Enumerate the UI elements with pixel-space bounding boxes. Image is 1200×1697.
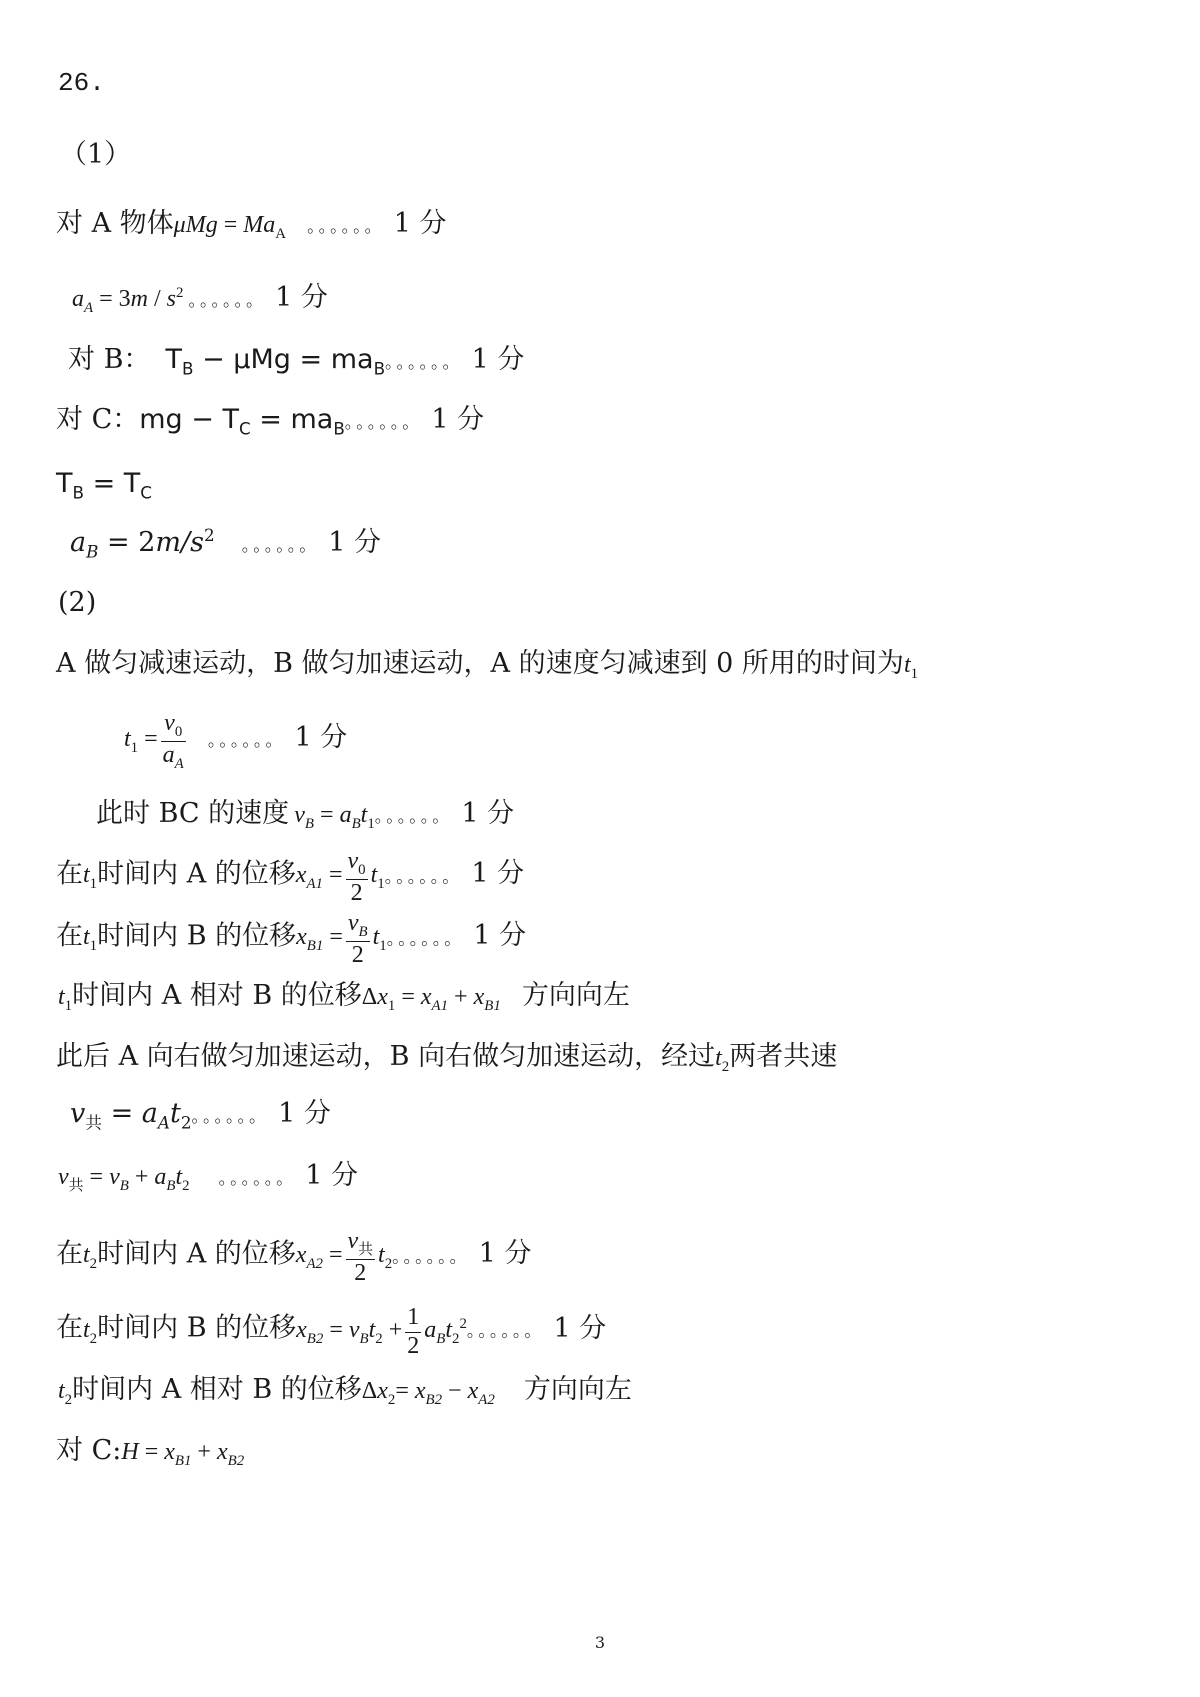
score: 1 分 xyxy=(294,721,348,753)
equation: $x_{A1}$ = xyxy=(295,862,343,893)
eq-line-xa2 xyxy=(56,1228,532,1287)
eq-line-b-force xyxy=(68,346,524,377)
equation: $v_B = a_Bt_1$ xyxy=(294,802,375,832)
equation: $x_{B1}$ = xyxy=(296,924,343,955)
line-label: 此时 BC 的速度 xyxy=(96,798,290,829)
score: 1 分 xyxy=(461,798,515,829)
eq-line-dx1 xyxy=(58,982,630,1014)
eq-line-xb2 xyxy=(56,1304,606,1360)
eq-line-a-force xyxy=(56,210,446,242)
eq-line-ab xyxy=(70,527,381,560)
equation-tail: $a_Bt_2^2$ xyxy=(424,1315,467,1347)
fraction: $\frac{1}{2}$ xyxy=(407,1304,420,1359)
score: 1 分 xyxy=(305,1160,359,1191)
equation: $v_共 = a_At_2$ xyxy=(70,1098,192,1133)
line-label: 时间内 A 相对 B 的位移 xyxy=(72,1374,362,1405)
fraction: $\frac{v_共}{2}$ xyxy=(347,1228,374,1286)
t2-symbol: $t_2$ xyxy=(83,1316,98,1347)
eq-line-tension-equal xyxy=(56,470,152,501)
eq-line-vgong-2 xyxy=(58,1162,358,1194)
equation-tail: $t_1$ xyxy=(372,924,387,955)
intro-text: A 做匀减速运动，B 做匀加速运动，A 的速度匀减速到 0 所用的时间为 xyxy=(56,648,904,679)
equation: mg − $T_C = ma_B$ xyxy=(139,404,345,439)
dots: 。。。。。。 xyxy=(191,1107,270,1127)
score: 1 分 xyxy=(553,1312,607,1344)
equation-tail: $t_1$ xyxy=(370,862,385,893)
score: 1 分 xyxy=(275,282,328,313)
dots: 。。。。。。 xyxy=(466,1321,545,1342)
eq-line-vgong-1 xyxy=(70,1100,331,1131)
line-label: 两者共速 xyxy=(729,1041,838,1072)
line-label: 在 xyxy=(56,920,83,952)
equation: $v_共 = v_B + a_Bt_2$ xyxy=(58,1164,190,1194)
line-label: 在 xyxy=(56,1312,83,1344)
t1-symbol: $t_1$ xyxy=(83,862,98,893)
eq-line-h xyxy=(56,1437,244,1469)
dots: 。。。。。。 xyxy=(188,291,267,311)
dots: 。。。。。。 xyxy=(384,867,463,888)
t1-symbol: $t_1$ xyxy=(903,652,919,682)
eq-line-dx2 xyxy=(58,1376,632,1408)
eq-line-t1 xyxy=(124,710,347,773)
equation: $\mu Mg = Ma_A$ xyxy=(173,212,287,242)
line-label: 时间内 B 的位移 xyxy=(97,1312,297,1344)
equation-tail: $t_2$ xyxy=(378,1242,393,1273)
dots: 。。。。。。 xyxy=(218,1169,297,1189)
equation: $x_{A2}$ = xyxy=(295,1242,343,1273)
line-label: 在 xyxy=(56,1238,83,1270)
dots: 。。。。。。 xyxy=(344,413,423,433)
line-label: 此后 A 向右做匀加速运动，B 向右做匀加速运动，经过 xyxy=(56,1041,716,1072)
score: 1 分 xyxy=(471,344,525,375)
score: 1 分 xyxy=(278,1098,331,1129)
dots: 。。。。。。 xyxy=(374,807,453,827)
part-1-label: （1） xyxy=(60,139,132,170)
dots: 。。。。。。 xyxy=(207,730,286,751)
equation: $T_B - \mu Mg = ma_B$ xyxy=(165,344,386,379)
line-label: 在 xyxy=(56,858,83,890)
score: 1 分 xyxy=(478,1238,532,1270)
line-label: 对 C： xyxy=(56,404,140,435)
fraction: $\frac{v_0}{a_A}$ xyxy=(162,710,184,772)
score: 1 分 xyxy=(328,527,382,558)
direction-text: 方向向左 xyxy=(521,980,630,1011)
line-label: 对 A 物体 xyxy=(56,208,174,239)
eq-line-xa1 xyxy=(56,848,524,907)
fraction: $\frac{v_0}{2}$ xyxy=(347,848,366,906)
score: 1 分 xyxy=(471,858,525,890)
dots: 。。。。。。 xyxy=(307,217,385,237)
fraction: $\frac{v_B}{2}$ xyxy=(347,910,368,968)
equation: $\Delta x_1 = x_{A1} + x_{B1}$ xyxy=(361,984,501,1014)
line-label: 时间内 A 的位移 xyxy=(97,858,296,890)
equation: $T_B = T_C$ xyxy=(56,468,152,503)
eq-line-vb xyxy=(96,800,514,832)
equation: $a_A = 3m / s^2$ xyxy=(72,285,184,316)
line-label: 对 B： xyxy=(68,344,151,375)
problem-number: 26. xyxy=(58,68,105,98)
equation: $x_{B2} = v_Bt_2$ + xyxy=(296,1316,403,1347)
dots: 。。。。。。 xyxy=(385,353,463,373)
t2-symbol: $t_2$ xyxy=(58,1378,73,1408)
line-label: 时间内 A 相对 B 的位移 xyxy=(72,980,362,1011)
line-label: 时间内 A 的位移 xyxy=(97,1238,296,1270)
dots: 。。。。。。 xyxy=(241,536,320,556)
part-2-intro xyxy=(56,650,918,682)
score: 1 分 xyxy=(393,208,447,239)
eq-line-xb1 xyxy=(56,910,526,969)
equation: $t_1$ = xyxy=(124,725,158,756)
direction-text: 方向向左 xyxy=(523,1374,632,1405)
score: 1 分 xyxy=(431,404,485,435)
eq-line-aa xyxy=(72,284,328,316)
equation: $a_B = 2m/s^2$ xyxy=(70,525,215,562)
eq-line-c-force xyxy=(56,406,484,437)
equation: $H = x_{B1} + x_{B2}$ xyxy=(121,1439,245,1469)
dots: 。。。。。。 xyxy=(386,929,465,950)
line-label: 时间内 B 的位移 xyxy=(97,920,297,952)
t2-symbol: $t_2$ xyxy=(83,1242,98,1273)
t2-symbol: $t_2$ xyxy=(715,1045,730,1075)
page-number: 3 xyxy=(594,1633,606,1652)
t1-symbol: $t_1$ xyxy=(83,924,98,955)
part-2-label: (2) xyxy=(58,587,97,618)
t1-symbol: $t_1$ xyxy=(58,984,73,1014)
equation: $\Delta x_2= x_{B2} - x_{A2}$ xyxy=(361,1378,495,1408)
line-label: 对 C: xyxy=(56,1435,122,1466)
after-text-line xyxy=(56,1043,837,1075)
score: 1 分 xyxy=(473,920,527,952)
dots: 。。。。。。 xyxy=(392,1247,470,1268)
